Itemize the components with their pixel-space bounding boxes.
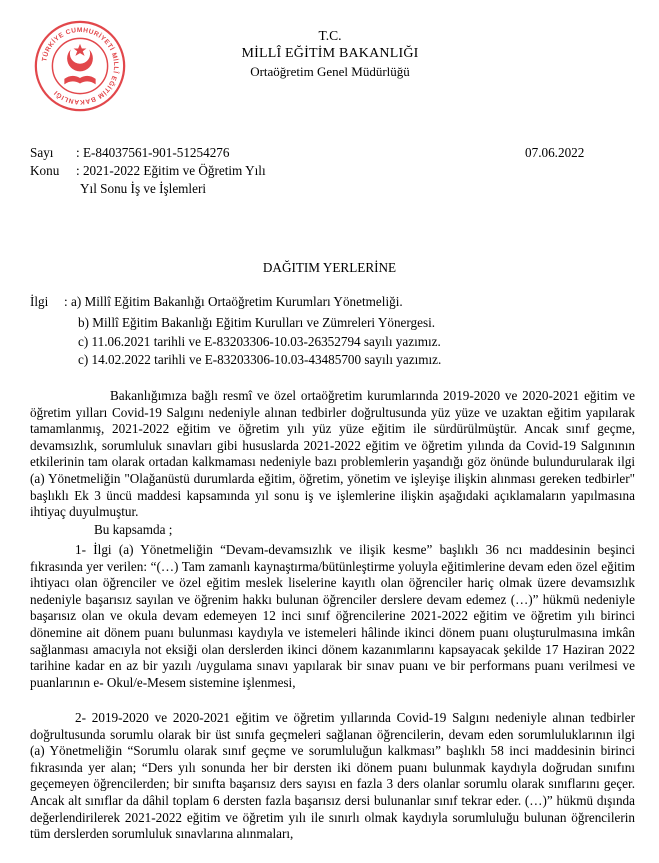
konu-line-2: Yıl Sonu İş ve İşlemleri: [80, 181, 206, 196]
sayi-label: Sayı: [30, 145, 54, 160]
header-department: Ortaöğretim Genel Müdürlüğü: [250, 64, 410, 79]
ilgi-label: İlgi: [30, 294, 49, 309]
ilgi-item-d: c) 14.02.2022 tarihli ve E-83203306-10.03-43485700 sayılı yazımız.: [78, 352, 442, 367]
body-paragraph-2: 1- İlgi (a) Yönetmeliğin “Devam-devamsızlık ve ilişik kesme” başlıklı 36 ncı maddesinin beşinci fıkrasında yer verilen: “(…) Tam zamanlı kaynaştırma/bütünleştirme yoluyla eğitimlerine devam eden özel eğitim ihtiyacı olan öğrenciler ve özel eğitim meslek liselerine kayıtlı olan öğrenciler hariç olmak üzere devamsızlık nedeniyle başarısız sayılan ve öğrenim hakkı bulunan öğrenciler derslere devam edemez (…)” hükmü nedeniyle başarısız olan ve okula devam edemeyen 12 inci sınıf öğrencilerine 2021-2022 eğitim ve öğretim yılı birinci dönemine ait dönem puanı bulunması kaydıyla ve istemeleri hâlinde ikinci dönem puanı oluşturulmasına imkân sağlanması amacıyla not eksiği olan derslerden ikinci dönem kazanımlarını kapsayacak şekilde 17 Haziran 2022 tarihine kadar en az bir yazılı /uygulama sınavı yapılarak bir sınav puanı ve bir performans puanı verilmesi ve puanlarının e- Okul/e-Mesem sistemine işlenmesi,: [30, 542, 635, 690]
sayi-value: : E-84037561-901-51254276: [76, 145, 230, 160]
body-paragraph-1: Bakanlığımıza bağlı resmî ve özel ortaöğretim kurumlarında 2019-2020 ve 2020-2021 eğitim ve öğretim yılları Covid-19 Salgını nedeniyle alınan tedbirler doğrultusunda yüz yüze ve uzaktan eğitim yapılarak tamamlanmış, 2021-2022 eğitim ve öğretim yılı yüz yüze eğitim ile sürdürülmüştür. Ancak sınıf geçme, devamsızlık, sorumluluk sınavları gibi hususlarda 2021-2022 eğitim ve öğretim yılında da Covid-19 Salgınının etkilerinin tam olarak ortadan kalkmaması nedeniyle bazı problemlerin yaşandığı göz önünde bulundurularak ilgi (a) Yönetmeliğin "Olağanüstü durumlarda eğitim, öğretim, yönetim ve işleyişe ilişkin alınması gereken tedbirler" başlıklı Ek 3 üncü maddesi kapsamında yıl sonu iş ve işlemlerine ilişkin aşağıdaki açıklamaların yapılmasına ihtiyaç duyulmuştur.: [30, 388, 635, 520]
konu-label: Konu: [30, 163, 60, 178]
konu-line-1: : 2021-2022 Eğitim ve Öğretim Yılı: [76, 163, 266, 178]
svg-text:TÜRKİYE CUMHURİYETİ MİLLÎ EĞİT: TÜRKİYE CUMHURİYETİ MİLLÎ EĞİTİM BAKANLIĞI: [41, 26, 120, 106]
body-kapsam: Bu kapsamda ;: [94, 522, 173, 537]
header-tc: T.C.: [318, 28, 342, 43]
ilgi-item-a: : a) Millî Eğitim Bakanlığı Ortaöğretim Kurumları Yönetmeliği.: [64, 294, 403, 309]
header-ministry: MİLLÎ EĞİTİM BAKANLIĞI: [241, 46, 419, 61]
ilgi-item-c: c) 11.06.2021 tarihli ve E-83203306-10.03-26352794 sayılı yazımız.: [78, 334, 441, 349]
document-date: 07.06.2022: [525, 145, 585, 160]
distribution-title: DAĞITIM YERLERİNE: [262, 260, 397, 275]
ilgi-item-b: b) Millî Eğitim Bakanlığı Eğitim Kurulları ve Zümreleri Yönergesi.: [78, 315, 436, 330]
body-paragraph-3: 2- 2019-2020 ve 2020-2021 eğitim ve öğretim yıllarında Covid-19 Salgını nedeniyle alınan tedbirler doğrultusunda sorumlu olarak bir üst sınıfa geçmeleri sağlanan öğrencilerin, devam eden sorumluluklarının ilgi (a) Yönetmeliğin “Sorumlu olarak sınıf geçme ve sorumluluğun kalkması” başlıklı 58 inci maddesinin birinci fıkrasında yer alan; “Ders yılı sonunda her bir dersten iki dönem puanı bulunmak kaydıyla doğrudan sınıfını geçemeyen öğrencilerden; bir sınıfta başarısız ders sayısı en fazla 3 ders olanlar sorumlu olarak sınıflarını geçer. Ancak alt sınıflar da dâhil toplam 6 dersten fazla başarısız dersi bulunanlar sınıf tekrar eder. (…)” hükmü dışında değerlendirilerek 2021-2022 eğitim ve öğretim yılı ile sınırlı olmak kaydıyla sorumluluğu bulunan öğrencilerin tüm derslerden sorumluluk sınavlarına alınmaları,: [30, 710, 635, 842]
ministry-seal-icon: [34, 20, 126, 112]
